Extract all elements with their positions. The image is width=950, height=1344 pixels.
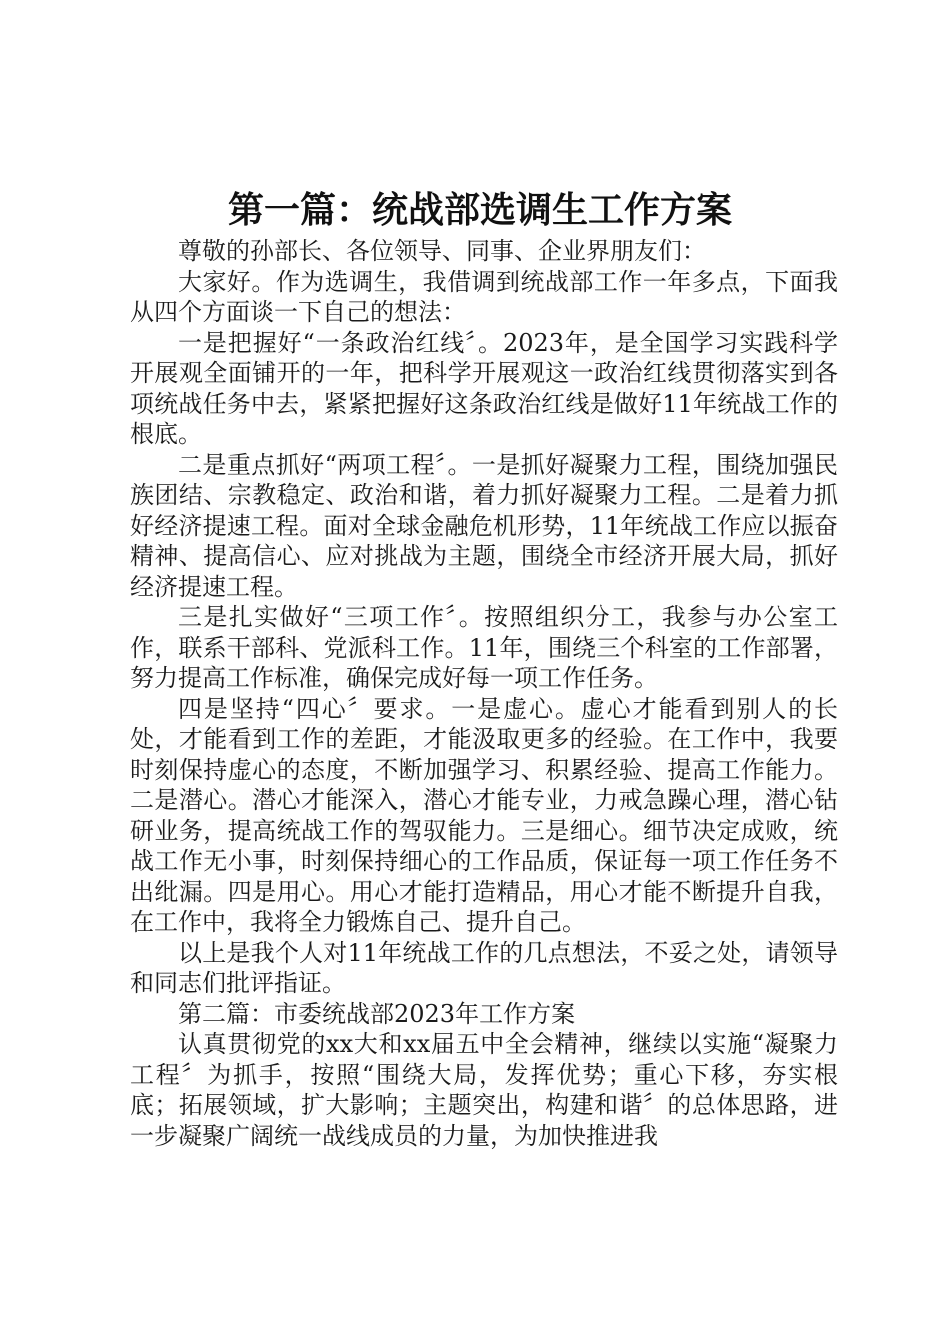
paragraph-greeting: 大家好。作为选调生，我借调到统战部工作一年多点，下面我从四个方面谈一下自己的想法：: [130, 267, 838, 326]
paragraph-point-three: 三是扎实做好“三项工作〞。按照组织分工，我参与办公室工作，联系干部科、党派科工作。11年，围绕三个科室的工作部署，努力提高工作标准，确保完成好每一项工作任务。: [130, 603, 838, 692]
document-body: [130, 236, 838, 1151]
paragraph-closing: 以上是我个人对11年统战工作的几点想法，不妥之处，请领导和同志们批评指证。: [130, 938, 838, 997]
document-title: 第一篇：统战部选调生工作方案: [227, 189, 732, 231]
paragraph-point-four: 四是坚持“四心〞要求。一是虚心。虚心才能看到别人的长处，才能看到工作的差距，才能汲取更多的经验。在工作中，我要时刻保持虚心的态度，不断加强学习、积累经验、提高工作能力。二是潜心。潜心才能深入，潜心才能专业，力戒急躁心理，潜心钻研业务，提高统战工作的驾驭能力。三是细心。细节决定成败，统战工作无小事，时刻保持细心的工作品质，保证每一项工作任务不出纰漏。四是用心。用心才能打造精品，用心才能不断提升自我，在工作中，我将全力锻炼自己、提升自己。: [130, 694, 838, 936]
paragraph-salutation: 尊敬的孙部长、各位领导、同事、企业界朋友们：: [178, 237, 706, 265]
paragraph-second-intro: 认真贯彻党的xx大和xx届五中全会精神，继续以实施“凝聚力工程〞为抓手，按照“围绕大局，发挥优势；重心下移，夯实根底；拓展领域，扩大影响；主题突出，构建和谐〞的总体思路，进一步凝聚广阔统一战线成员的力量，为加快推进我: [130, 1030, 838, 1150]
paragraph-point-two: 二是重点抓好“两项工程〞。一是抓好凝聚力工程，围绕加强民族团结、宗教稳定、政治和谐，着力抓好凝聚力工程。二是着力抓好经济提速工程。面对全球金融危机形势，11年统战工作应以振奋精神、提高信心、应对挑战为主题，围绕全市经济开展大局，抓好经济提速工程。: [130, 450, 838, 601]
paragraph-point-one: 一是把握好“一条政治红线〞。2023年，是全国学习实践科学开展观全面铺开的一年，把科学开展观这一政治红线贯彻落实到各项统战任务中去，紧紧把握好这条政治红线是做好11年统战工作的根底。: [130, 328, 838, 448]
section-heading-second: 第二篇：市委统战部2023年工作方案: [178, 999, 576, 1028]
